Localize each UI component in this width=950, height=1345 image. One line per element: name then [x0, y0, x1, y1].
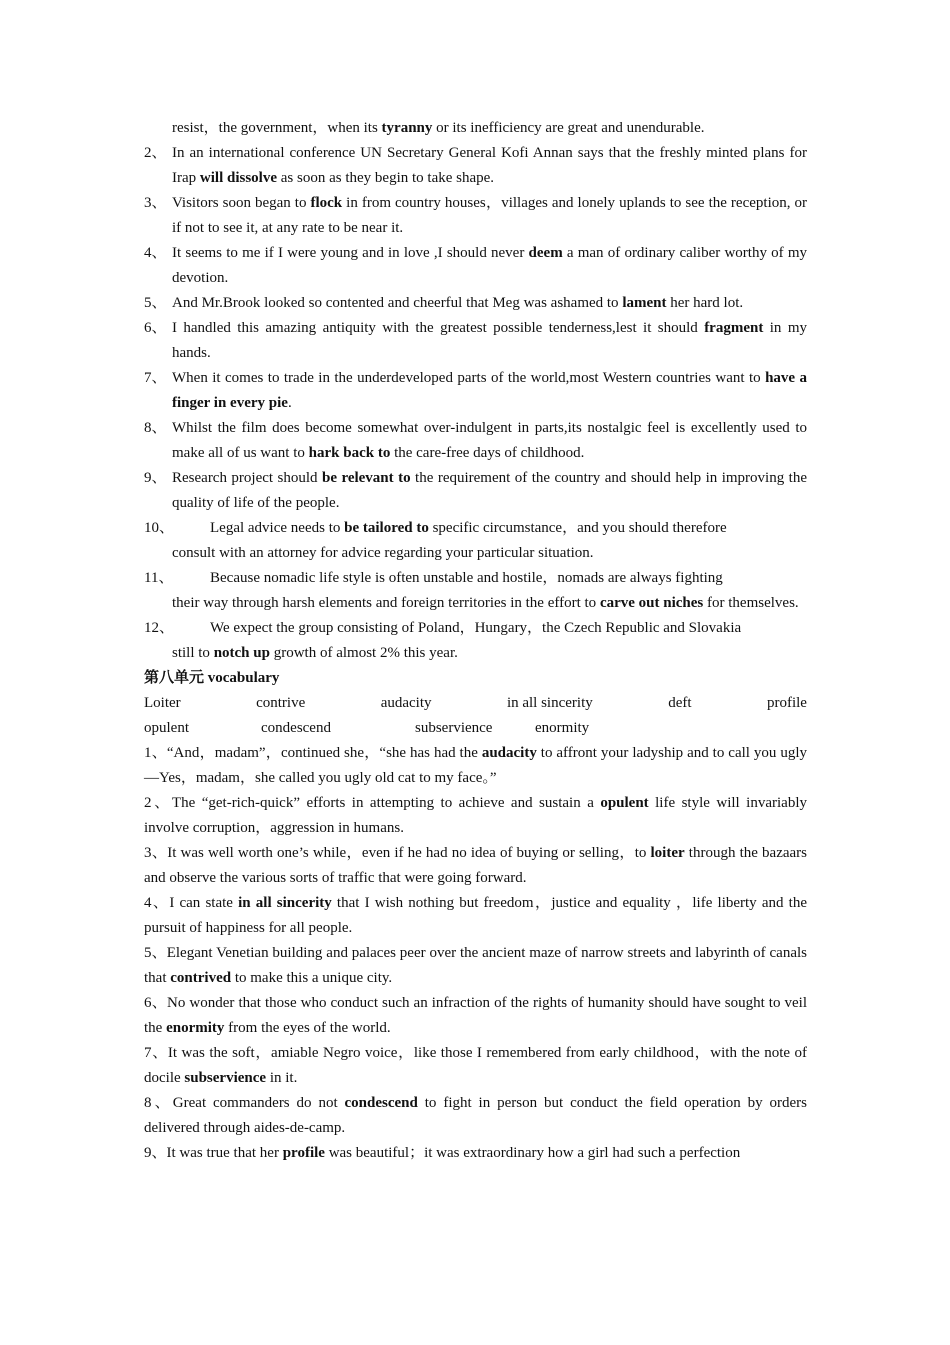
sentence-item: 8、 Whilst the film does become somewhat over-indulgent in parts,its nostalgic feel is excellently used to make all of us want to hark back to the care-free days of childhood. — [144, 420, 807, 461]
vocab-term: carve out niches — [599, 595, 704, 611]
vocab-list-row — [144, 716, 807, 741]
vocab-word: subservience — [415, 720, 493, 736]
example-sentence: 4、I can state in all sincerity that I wish nothing but freedom，justice and equality ，life liberty and the pursuit of happiness for all people. — [144, 895, 807, 936]
example-sentence: 1、“And，madam”，continued she，“she has had the audacity to affront your ladyship and to call you ugly—Yes，madam，she called you ugly old cat to my face。” — [144, 745, 807, 786]
vocab-term: opulent — [600, 795, 649, 811]
vocab-term: tyranny — [381, 120, 433, 136]
sentence-item: 3、 Visitors soon began to flock in from country houses，villages and lonely uplands to see the reception, or if not to see it, at any rate to be near it. — [144, 195, 807, 236]
vocab-term: flock — [310, 195, 343, 211]
vocab-term: notch up — [213, 645, 270, 661]
vocab-term: fragment — [704, 320, 764, 336]
vocab-word: deft — [668, 695, 692, 711]
sentence-item: 12、 We expect the group consisting of Poland，Hungary，the Czech Republic and Slovakia still to notch up growth of almost 2% this year. — [144, 620, 742, 661]
vocab-term: subservience — [184, 1070, 267, 1086]
vocab-word: opulent — [144, 720, 189, 736]
sentence-item: 10、 Legal advice needs to be tailored to specific circumstance，and you should therefore consult with an attorney for advice regarding your particular situation. — [144, 520, 727, 561]
example-sentence: 7、It was the soft，amiable Negro voice，like those I remembered from early childhood，with the note of docile subservience in it. — [144, 1045, 807, 1086]
continued-sentence: resist，the government，when its tyranny or its inefficiency are great and unendurable. — [172, 120, 705, 136]
vocab-term: condescend — [344, 1095, 418, 1111]
vocab-word: in all sincerity — [506, 695, 593, 711]
vocab-term: profile — [282, 1145, 325, 1161]
vocab-word: condescend — [261, 720, 331, 736]
sentence-item: 4、 It seems to me if I were young and in love ,I should never deem a man of ordinary caliber worthy of my devotion. — [144, 245, 807, 286]
example-sentence: 9、It was true that her profile was beautiful；it was extraordinary how a girl had such a perfection — [144, 1145, 741, 1161]
example-sentence: 6、No wonder that those who conduct such an infraction of the rights of humanity should have sought to veil the enormity from the eyes of the world. — [144, 995, 807, 1036]
vocab-term: contrived — [170, 970, 232, 986]
vocab-term: loiter — [650, 845, 685, 861]
vocab-term: deem — [528, 245, 563, 261]
sentence-item: 2、 In an international conference UN Secretary General Kofi Annan says that the freshly minted plans for Irap will dissolve as soon as they begin to take shape. — [144, 145, 807, 186]
vocab-term: be tailored to — [344, 520, 429, 536]
vocab-word: contrive — [256, 695, 306, 711]
sentence-item: 9、 Research project should be relevant to the requirement of the country and should help in improving the quality of life of the people. — [144, 470, 807, 511]
vocab-term: lament — [622, 295, 667, 311]
sentence-item: 6、 I handled this amazing antiquity with the greatest possible tenderness,lest it should fragment in my hands. — [144, 320, 807, 361]
vocab-word: audacity — [380, 695, 432, 711]
sentence-item: 5、 And Mr.Brook looked so contented and cheerful that Meg was ashamed to lament her hard lot. — [144, 295, 744, 311]
vocab-list-row — [144, 691, 807, 716]
vocab-term: have a finger in every pie — [172, 370, 808, 411]
section-heading: 第八单元 vocabulary — [144, 670, 280, 686]
vocab-term: in all sincerity — [238, 895, 332, 911]
vocab-word: Loiter — [144, 695, 181, 711]
document-body — [144, 116, 807, 1166]
vocab-word: profile — [766, 695, 807, 711]
vocab-term: enormity — [166, 1020, 225, 1036]
example-sentence: 3、It was well worth one’s while，even if he had no idea of buying or selling，to loiter through the bazaars and observe the various sorts of traffic that were going forward. — [144, 845, 807, 886]
vocab-term: will dissolve — [199, 170, 278, 186]
example-sentence: 8、Great commanders do not condescend to fight in person but conduct the field operation by orders delivered through aides-de-camp. — [144, 1095, 807, 1136]
vocab-term: be relevant to — [321, 470, 411, 486]
example-sentence: 5、Elegant Venetian building and palaces peer over the ancient maze of narrow streets and labyrinth of canals that contrived to make this a unique city. — [144, 945, 807, 986]
sentence-item: 7、 When it comes to trade in the underdeveloped parts of the world,most Western countries want to have a finger in every pie. — [144, 370, 808, 411]
vocab-term: hark back to — [308, 445, 391, 461]
vocab-term: audacity — [481, 745, 537, 761]
sentence-item: 11、 Because nomadic life style is often unstable and hostile，nomads are always fighting their way through harsh elements and foreign territories in the effort to carve out niches for themselves. — [144, 570, 799, 611]
vocab-word: enormity — [535, 720, 590, 736]
example-sentence: 2、The “get-rich-quick” efforts in attempting to achieve and sustain a opulent life style will invariably involve corruption，aggression in humans. — [144, 795, 807, 836]
